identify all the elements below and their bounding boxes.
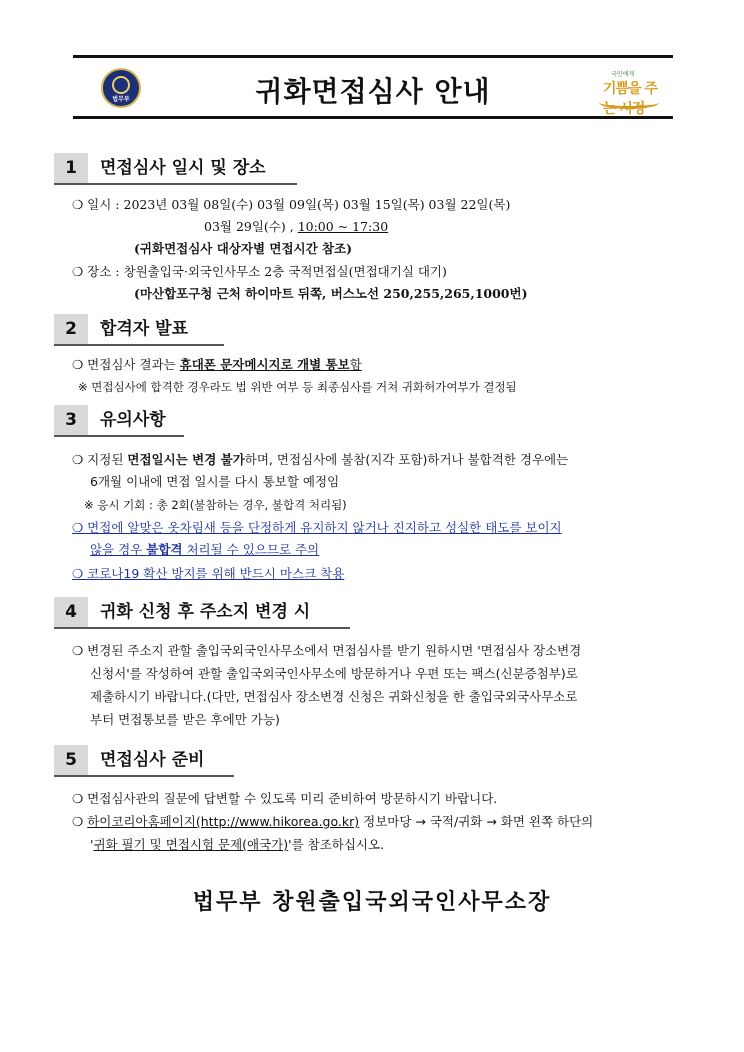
section-number: 3 [54,405,88,435]
s4-line-1: ❍ 변경된 주소지 관할 출입국외국인사무소에서 면접심사를 받기 원하시면 '면접심사 장소변경 [72,643,582,658]
s4-line-3: 제출하시기 바랍니다.(다만, 면접심사 장소변경 신청은 귀화신청을 한 출입국외국사무소로 [90,689,578,704]
s4-line-2: 신청서'를 작성하여 관할 출입국외국인사무소에 방문하거나 우편 또는 팩스(신분증첨부)로 [90,666,578,681]
s3-item-3: ❍ 코로나19 확산 방지를 위해 반드시 마스크 착용 [72,566,345,581]
s3-note: ※ 응시 기회 : 총 2회(불참하는 경우, 불합격 처리됨) [84,498,347,512]
exam-questions-link[interactable]: 귀화 필기 및 면접시험 문제(애국가) [93,837,289,852]
slogan-small: 국민에게 [611,71,635,78]
s3-item-1: ❍ 지정된 면접일시는 변경 불가하며, 면접심사에 불참(지각 포함)하거나 불합격한 경우에는 [72,452,569,467]
s1-datetime: ❍ 일시 : 2023년 03월 08일(수) 03월 09일(목) 03월 15일(목) 03월 22일(목) [72,197,511,212]
section-number: 4 [54,597,88,627]
section-number: 1 [54,153,88,183]
s2-result-emphasis: 휴대폰 문자메시지로 개별 통보 [179,357,350,372]
s2-result: ❍ 면접심사 결과는 휴대폰 문자메시지로 개별 통보함 [72,357,362,372]
section-title: 면접심사 준비 [100,750,205,770]
s1-time: 10:00 ~ 17:30 [297,219,389,234]
s1-datetime-cont: 03월 29일(수) , 10:00 ~ 17:30 [204,219,389,234]
s3-item-2: ❍ 면접에 알맞은 옷차림새 등을 단정하게 유지하지 않거나 진지하고 성실한 태도를 보이지 [72,520,562,535]
section-title: 합격자 발표 [100,319,189,339]
issuer-signature: 법무부 창원출입국외국인사무소장 [192,889,552,915]
section-number: 5 [54,745,88,775]
s3-item-2-cont: 않을 경우 불합격 처리될 수 있으므로 주의 [90,542,320,557]
s1-place: ❍ 장소 : 창원출입국·외국인사무소 2층 국적면접실(면접대기실 대기) [72,264,447,279]
section-number: 2 [54,314,88,344]
s5-line-2: ❍ 하이코리아홈페이지(http://www.hikorea.go.kr) 정보마당 → 국적/귀화 → 화면 왼쪽 하단의 [72,814,594,829]
s3-item-1-cont: 6개월 이내에 면접 일시를 다시 통보할 예정임 [90,474,340,489]
s3-fail-emphasis: 불합격 [146,542,183,557]
page-title: 귀화면접심사 안내 [255,75,491,108]
s4-line-4: 부터 면접통보를 받은 후에만 가능) [90,712,280,727]
s1-note: (귀화면접심사 대상자별 면접시간 참조) [134,241,353,256]
slogan-big: 기쁨을 주는 시정 [603,81,657,117]
section-title: 유의사항 [100,410,166,430]
s2-note: ※ 면접심사에 합격한 경우라도 법 위반 여부 등 최종심사를 거쳐 귀화허가여부가 결정됨 [78,380,517,394]
s3-emphasis: 면접일시는 변경 불가 [127,452,245,467]
s5-line-1: ❍ 면접심사관의 질문에 답변할 수 있도록 미리 준비하여 방문하시기 바랍니다. [72,791,498,806]
section-title: 귀화 신청 후 주소지 변경 시 [100,602,311,622]
emblem-label: 법무부 [112,96,130,103]
hikorea-link[interactable]: 하이코리아홈페이지(http://www.hikorea.go.kr) [87,814,360,829]
section-title: 면접심사 일시 및 장소 [100,158,266,178]
header-box [73,55,673,119]
s1-directions: (마산합포구청 근처 하이마트 뒤쪽, 버스노선 250,255,265,1000번) [134,286,528,301]
s5-line-3: '귀화 필기 및 면접시험 문제(애국가)'를 참조하십시오. [90,837,385,852]
slogan-logo-icon [593,66,663,117]
